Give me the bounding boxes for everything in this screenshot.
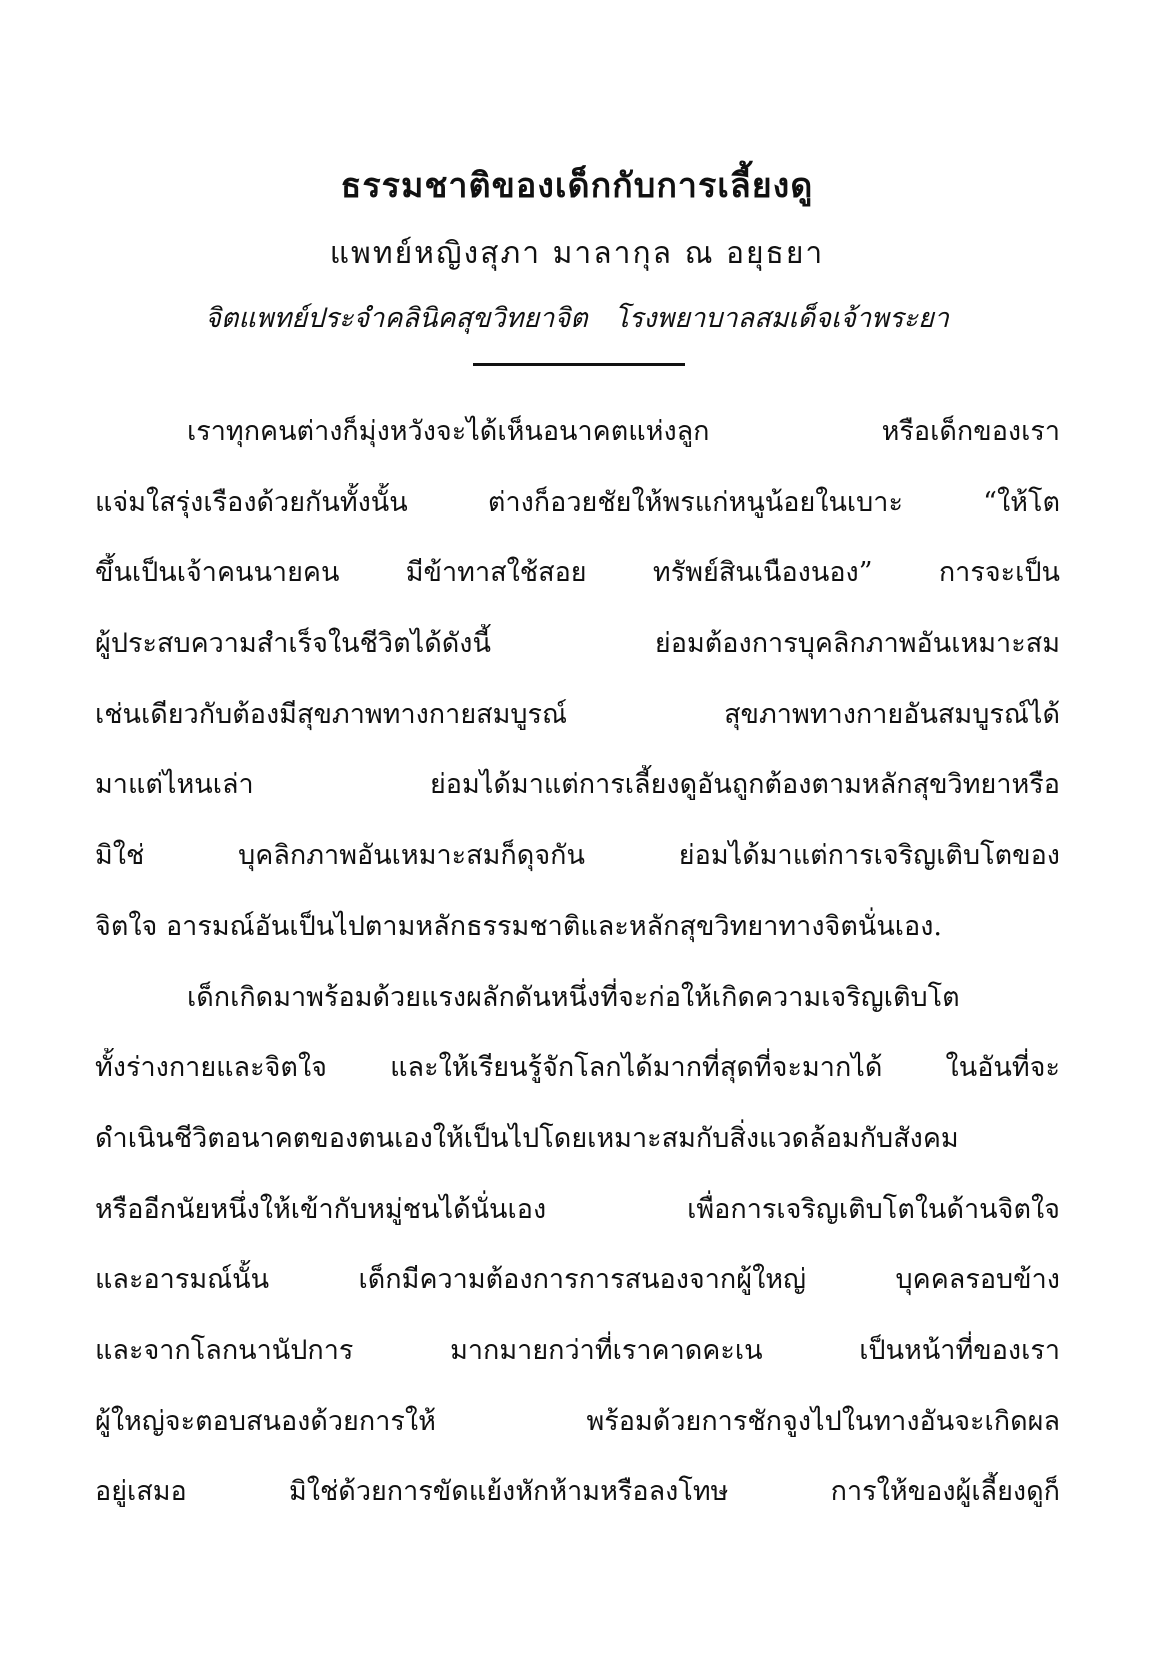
- body-text: [95, 412, 1060, 1543]
- author-line: แพทย์หญิงสุภา มาลากุล ณ อยุธยา: [329, 236, 825, 271]
- body-line: ทั้งร่างกายและจิตใจ และให้เรียนรู้จักโลกได้มากที่สุดที่จะมากได้ ในอันที่จะ: [95, 1052, 1060, 1084]
- body-line: เช่นเดียวกับต้องมีสุขภาพทางกายสมบูรณ์ สุขภาพทางกายอันสมบูรณ์ได้: [95, 698, 1060, 730]
- body-line: ขึ้นเป็นเจ้าคนนายคน มีข้าทาสใช้สอย ทรัพย์สินเนืองนอง” การจะเป็น: [95, 557, 1060, 589]
- body-line: อยู่เสมอ มิใช่ด้วยการขัดแย้งหักห้ามหรือลงโทษ การให้ของผู้เลี้ยงดูก็: [95, 1476, 1060, 1508]
- body-line: และอารมณ์นั้น เด็กมีความต้องการการสนองจากผู้ใหญ่ บุคคลรอบข้าง: [95, 1264, 1060, 1296]
- body-line: และจากโลกนานัปการ มากมายกว่าที่เราคาดคะเน เป็นหน้าที่ของเรา: [95, 1334, 1060, 1366]
- affiliation-line: จิตแพทย์ประจำคลินิคสุขวิทยาจิต โรงพยาบาลสมเด็จเจ้าพระยา: [205, 303, 949, 334]
- body-line: มาแต่ไหนเล่า ย่อมได้มาแต่การเลี้ยงดูอันถูกต้องตามหลักสุขวิทยาหรือ: [95, 769, 1060, 801]
- body-line: แจ่มใสรุ่งเรืองด้วยกันทั้งนั้น ต่างก็อวยชัยให้พรแก่หนูน้อยในเบาะ “ให้โต: [95, 486, 1060, 518]
- body-line: เด็กเกิดมาพร้อมด้วยแรงผลักดันหนึ่งที่จะก่อให้เกิดความเจริญเติบโต: [187, 981, 960, 1013]
- body-line: เราทุกคนต่างก็มุ่งหวังจะได้เห็นอนาคตแห่งลูก หรือเด็กของเรา: [187, 416, 1060, 447]
- title-divider: [473, 363, 685, 366]
- body-line: จิตใจ อารมณ์อันเป็นไปตามหลักธรรมชาติและหลักสุขวิทยาทางจิตนั่นเอง.: [95, 910, 943, 942]
- body-line: ผู้ใหญ่จะตอบสนองด้วยการให้ พร้อมด้วยการชักจูงไปในทางอันจะเกิดผล: [95, 1405, 1060, 1437]
- body-line: มิใช่ บุคลิกภาพอันเหมาะสมก็ดุจกัน ย่อมได้มาแต่การเจริญเติบโตของ: [95, 840, 1060, 872]
- body-line: ดำเนินชีวิตอนาคตของตนเองให้เป็นไปโดยเหมาะสมกับสิ่งแวดล้อมกับสังคม: [95, 1122, 959, 1154]
- body-line: ผู้ประสบความสำเร็จในชีวิตได้ดังนี้ ย่อมต้องการบุคลิกภาพอันเหมาะสม: [95, 628, 1060, 660]
- document-title: ธรรมชาติของเด็กกับการเลี้ยงดู: [340, 166, 814, 206]
- body-line: หรืออีกนัยหนึ่งให้เข้ากับหมู่ชนได้นั่นเอง เพื่อการเจริญเติบโตในด้านจิตใจ: [95, 1193, 1060, 1225]
